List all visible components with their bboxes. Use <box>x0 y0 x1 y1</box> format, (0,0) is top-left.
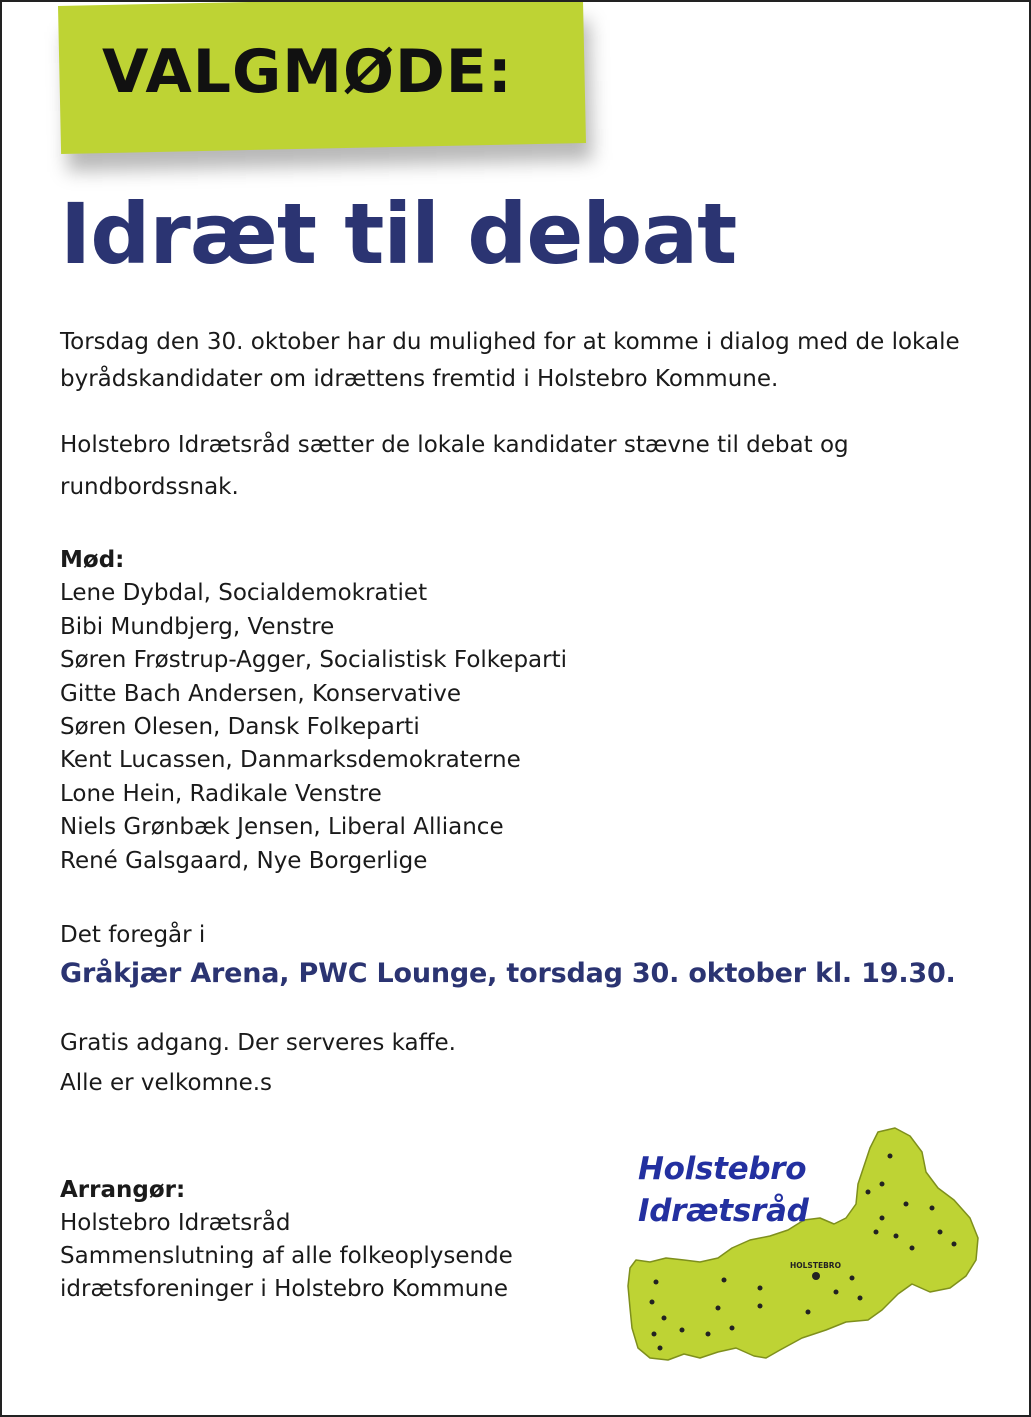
candidate-item: Kent Lucassen, Danmarksdemokraterne <box>60 747 521 774</box>
headline: Idræt til debat <box>60 185 737 283</box>
intro-paragraph-1: Torsdag den 30. oktober har du mulighed for at komme i dialog med de lokale byrådskandidater om idrættens fremtid i Holstebro Kommune. <box>60 329 960 392</box>
banner-label: VALGMØDE: <box>102 37 513 107</box>
candidate-item: Gitte Bach Andersen, Konservative <box>60 680 462 707</box>
logo-title-line-2: Idrætsråd <box>638 1193 809 1229</box>
candidate-item: René Galsgaard, Nye Borgerlige <box>60 847 428 874</box>
organizer-description-1: Sammenslutning af alle folkeoplysende <box>60 1243 513 1269</box>
info-line-welcome: Alle er velkomne.s <box>60 1070 273 1096</box>
venue-details: Gråkjær Arena, PWC Lounge, torsdag 30. oktober kl. 19.30. <box>60 958 956 989</box>
candidate-item: Søren Frøstrup-Agger, Socialistisk Folkeparti <box>60 647 567 674</box>
intro-paragraph-2: Holstebro Idrætsråd sætter de lokale kandidater stævne til debat og rundbordssnak. <box>60 432 849 500</box>
organizer-description-2: idrætsforeninger i Holstebro Kommune <box>60 1276 509 1302</box>
logo-title-line-1: Holstebro <box>638 1151 807 1187</box>
organizer-name: Holstebro Idrætsråd <box>60 1210 291 1236</box>
info-line-admission: Gratis adgang. Der serveres kaffe. <box>60 1030 456 1056</box>
organizer-logo <box>620 1122 985 1382</box>
candidate-item: Bibi Mundbjerg, Venstre <box>60 613 335 640</box>
candidate-item: Niels Grønbæk Jensen, Liberal Alliance <box>60 814 504 841</box>
practical-info <box>60 1023 456 1103</box>
candidate-list <box>60 544 567 878</box>
organizer-block <box>60 1174 513 1306</box>
map-city-label: HOLSTEBRO <box>790 1261 841 1270</box>
venue-intro: Det foregår i <box>60 922 206 948</box>
candidate-list-label: Mød: <box>60 547 125 573</box>
candidate-item: Søren Olesen, Dansk Folkeparti <box>60 714 420 741</box>
organizer-label: Arrangør: <box>60 1177 186 1203</box>
candidate-item: Lone Hein, Radikale Venstre <box>60 780 382 807</box>
candidate-item: Lene Dybdal, Socialdemokratiet <box>60 580 428 607</box>
